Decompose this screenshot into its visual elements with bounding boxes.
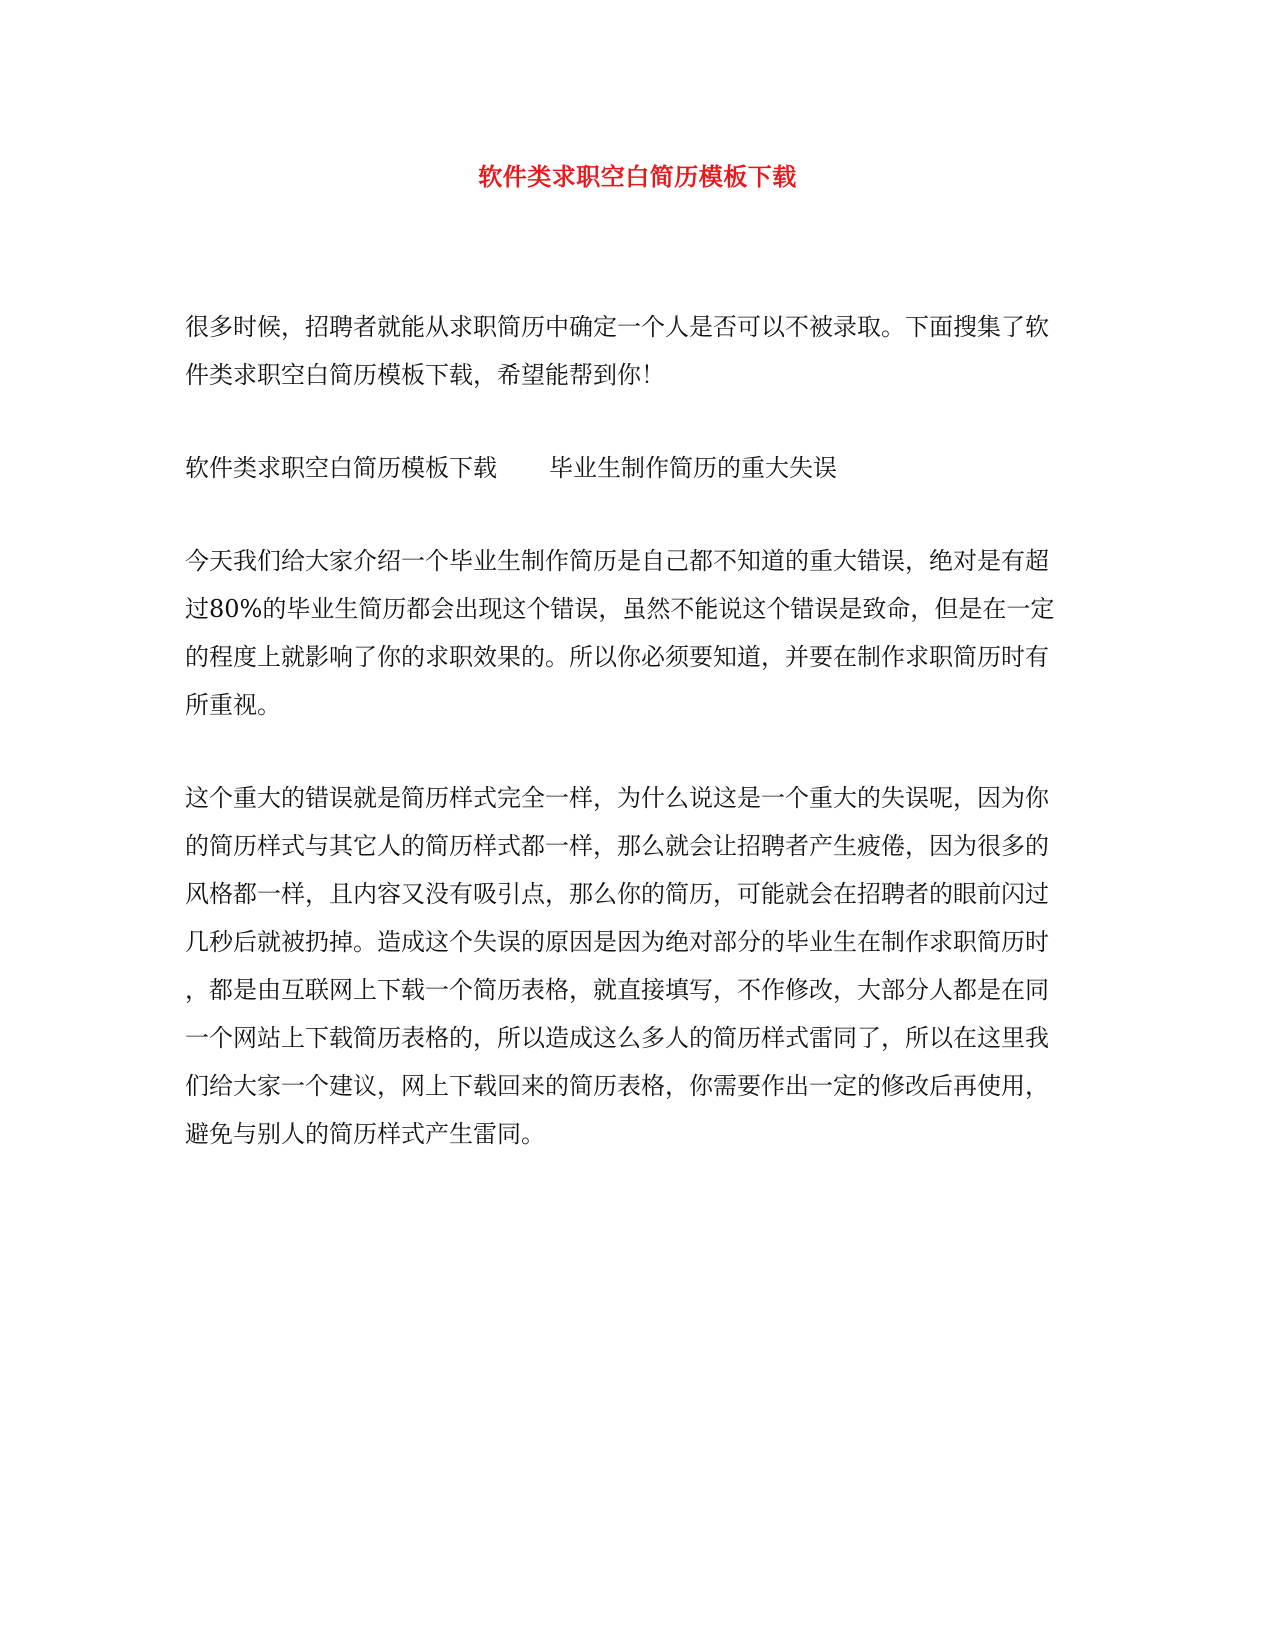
paragraph-line: 今天我们给大家介绍一个毕业生制作简历是自己都不知道的重大错误，绝对是有超 <box>185 547 1049 575</box>
paragraph-line: 一个网站上下载简历表格的，所以造成这么多人的简历样式雷同了，所以在这里我 <box>185 1024 1049 1052</box>
paragraph-line: 避免与别人的简历样式产生雷同。 <box>185 1120 545 1148</box>
paragraph-line: 这个重大的错误就是简历样式完全一样，为什么说这是一个重大的失误呢，因为你 <box>185 784 1049 812</box>
intro-line: 件类求职空白简历模板下载，希望能帮到你！ <box>185 361 665 389</box>
paragraph-line: 几秒后就被扔掉。造成这个失误的原因是因为绝对部分的毕业生在制作求职简历时 <box>185 928 1049 956</box>
subtitle-right: 毕业生制作简历的重大失误 <box>549 454 837 482</box>
subtitle-row <box>185 444 1085 492</box>
paragraph-line: 们给大家一个建议，网上下载回来的简历表格，你需要作出一定的修改后再使用， <box>185 1072 1049 1100</box>
document-title: 软件类求职空白简历模板下载 <box>478 162 797 191</box>
paragraph-line: 过80%的毕业生简历都会出现这个错误，虽然不能说这个错误是致命，但是在一定 <box>185 595 1055 623</box>
document-body <box>185 303 1085 1203</box>
intro-paragraph <box>185 303 1085 399</box>
body-paragraph-1 <box>185 537 1085 729</box>
paragraph-line: ，都是由互联网上下载一个简历表格，就直接填写，不作修改，大部分人都是在同 <box>185 976 1049 1004</box>
paragraph-line: 的程度上就影响了你的求职效果的。所以你必须要知道，并要在制作求职简历时有 <box>185 643 1049 671</box>
body-paragraph-2 <box>185 774 1085 1158</box>
intro-line: 很多时候，招聘者就能从求职简历中确定一个人是否可以不被录取。下面搜集了软 <box>185 313 1049 341</box>
paragraph-line: 所重视。 <box>185 691 281 719</box>
paragraph-line: 风格都一样，且内容又没有吸引点，那么你的简历，可能就会在招聘者的眼前闪过 <box>185 880 1049 908</box>
paragraph-line: 的简历样式与其它人的简历样式都一样，那么就会让招聘者产生疲倦，因为很多的 <box>185 832 1049 860</box>
subtitle-left: 软件类求职空白简历模板下载 <box>185 454 497 482</box>
